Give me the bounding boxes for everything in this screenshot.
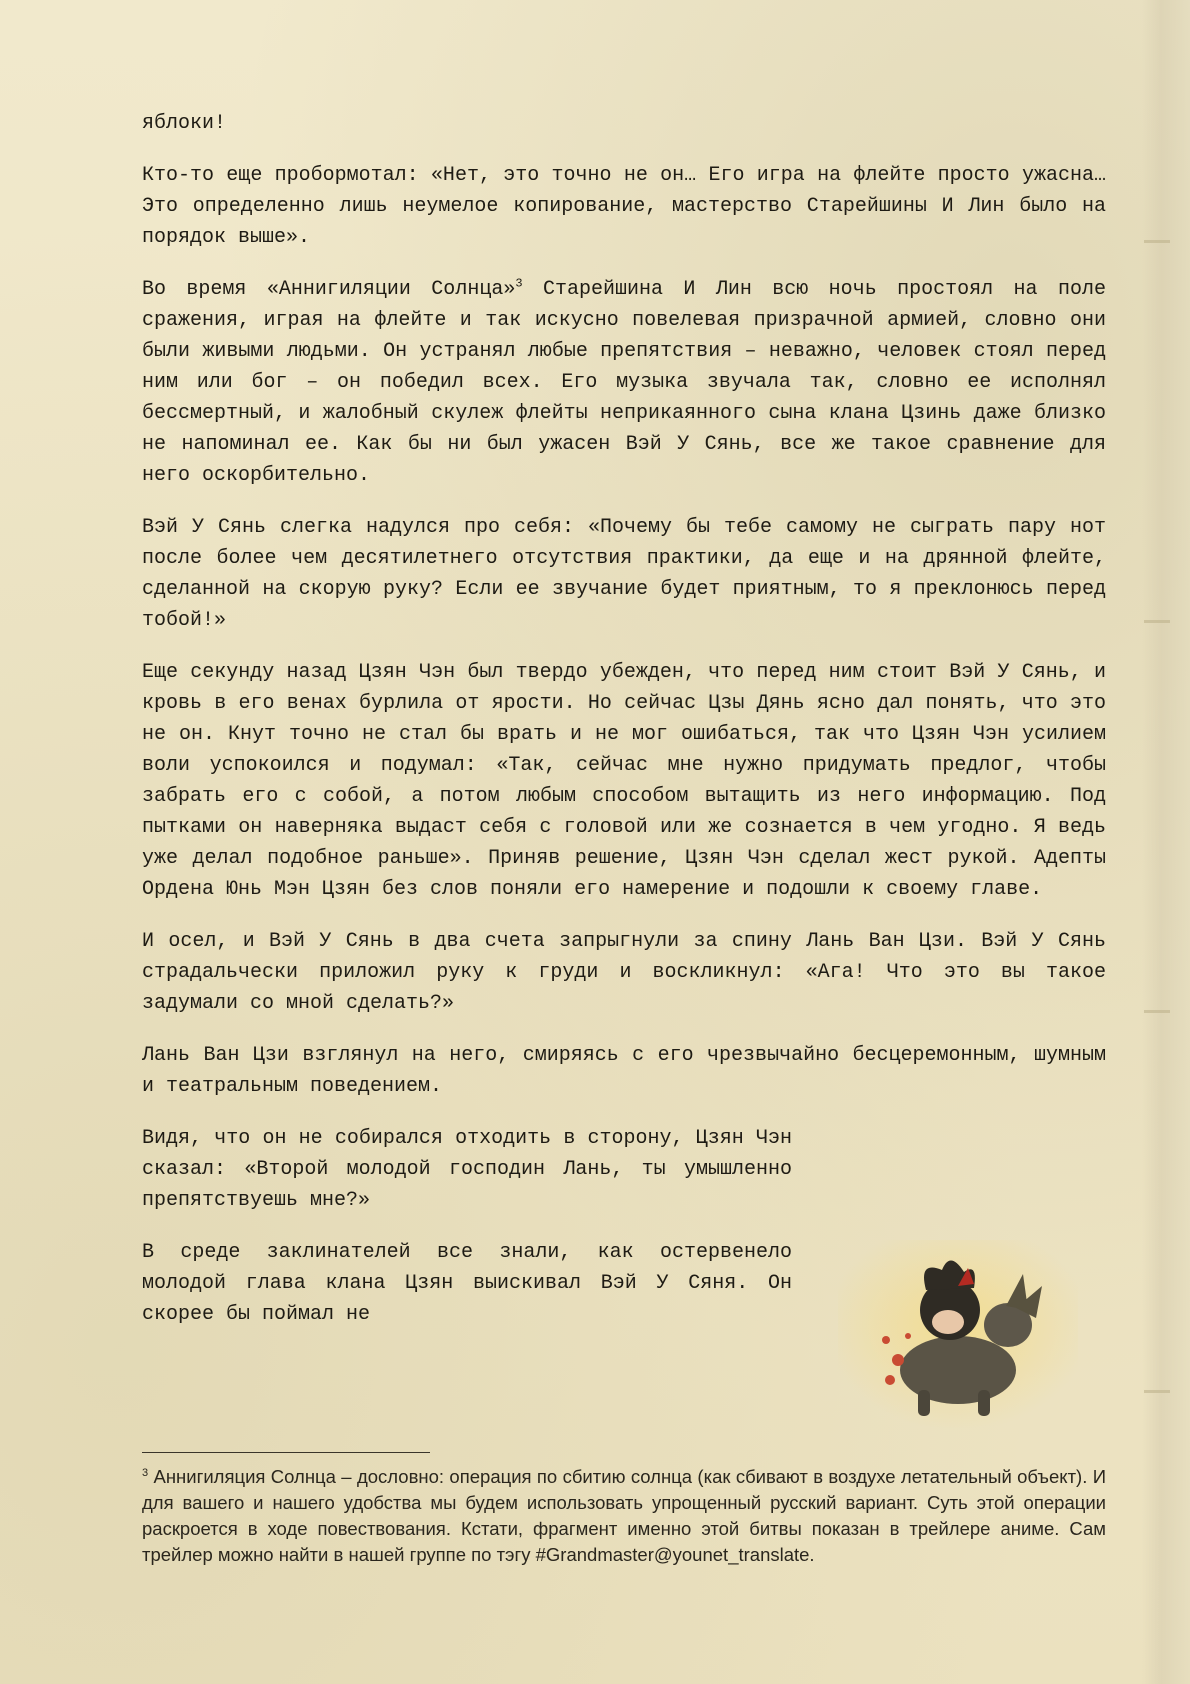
paragraph-6: И осел, и Вэй У Сянь в два счета запрыгнули за спину Лань Ван Цзи. Вэй У Сянь страдальчески приложил руку к груди и воскликнул: «Ага! Что это вы такое задумали со мной сделать?» bbox=[142, 930, 1106, 1015]
bamboo-decoration bbox=[1142, 0, 1190, 1684]
footnote-ref[interactable]: 3 bbox=[515, 276, 523, 291]
footnote bbox=[142, 1464, 1106, 1568]
paragraph-5: Еще секунду назад Цзян Чэн был твердо убежден, что перед ним стоит Вэй У Сянь, и кровь в его венах бурлила от ярости. Но сейчас Цзы Дянь ясно дал понять, что это не он. Кнут точно не стал бы врать и не мог ошибаться, так что Цзян Чэн усилием воли успокоился и подумал: «Так, сейчас мне нужно придумать предлог, чтобы забрать его с собой, а потом любым способом вытащить из него информацию. Под пытками он наверняка выдаст себя с головой или же сознается в чем угодно. Я ведь уже делал подобное раньше». Приняв решение, Цзян Чэн сделал жест рукой. Адепты Ордена Юнь Мэн Цзян без слов поняли его намерение и подошли к своему главе. bbox=[142, 661, 1106, 901]
paragraph-3 bbox=[142, 274, 1106, 491]
paragraph-3-start: Во время «Аннигиляции Солнца» bbox=[142, 278, 516, 301]
paragraph-4: Вэй У Сянь слегка надулся про себя: «Почему бы тебе самому не сыграть пару нот после более чем десятилетнего отсутствия практики, да еще и на дрянной флейте, сделанной на скорую руку? Если ее звучание будет приятным, то я преклонюсь перед тобой!» bbox=[142, 516, 1106, 632]
paragraph-9: В среде заклинателей все знали, как остервенело молодой глава клана Цзян выискивал Вэй У Сяня. Он скорее бы поймал не bbox=[142, 1241, 792, 1326]
footnote-number: 3 bbox=[142, 1466, 149, 1479]
paragraph-1: яблоки! bbox=[142, 112, 227, 135]
paragraph-3-rest: Старейшина И Лин всю ночь простоял на поле сражения, играя на флейте и так искусно повелевая призрачной армией, словно они были живыми людьми. Он устранял любые препятствия – неважно, человек стоял перед ним или бог – он победил всех. Его музыка звучала так, словно ее исполнял бессмертный, и жалобный скулеж флейты неприкаянного сына клана Цзинь даже близко не напоминал ее. Как бы ни был ужасен Вэй У Сянь, все же такое сравнение для него оскорбительно. bbox=[142, 278, 1106, 487]
paragraph-8: Видя, что он не собирался отходить в сторону, Цзян Чэн сказал: «Второй молодой господин Лань, ты умышленно препятствуешь мне?» bbox=[142, 1127, 792, 1212]
paragraph-7: Лань Ван Цзи взглянул на него, смиряясь с его чрезвычайно бесцеремонным, шумным и театральным поведением. bbox=[142, 1044, 1106, 1098]
chibi-character-with-donkey-icon bbox=[838, 1240, 1078, 1430]
footnote-text: Аннигиляция Солнца – дословно: операция по сбитию солнца (как сбивают в воздухе летательный объект). И для вашего и нашего удобства мы будем использовать упрощенный русский вариант. Суть этой операции раскроется в ходе повествования. Кстати, фрагмент именно этой битвы показан в трейлере аниме. Сам трейлер можно найти в нашей группе по тэгу #Grandmaster@younet_translate. bbox=[142, 1466, 1106, 1565]
footnote-divider bbox=[142, 1452, 430, 1453]
page-body bbox=[142, 108, 1106, 1351]
paragraph-2: Кто-то еще пробормотал: «Нет, это точно не он… Его игра на флейте просто ужасна… Это определенно лишь неумелое копирование, мастерство Старейшины И Лин было на порядок выше». bbox=[142, 164, 1106, 249]
